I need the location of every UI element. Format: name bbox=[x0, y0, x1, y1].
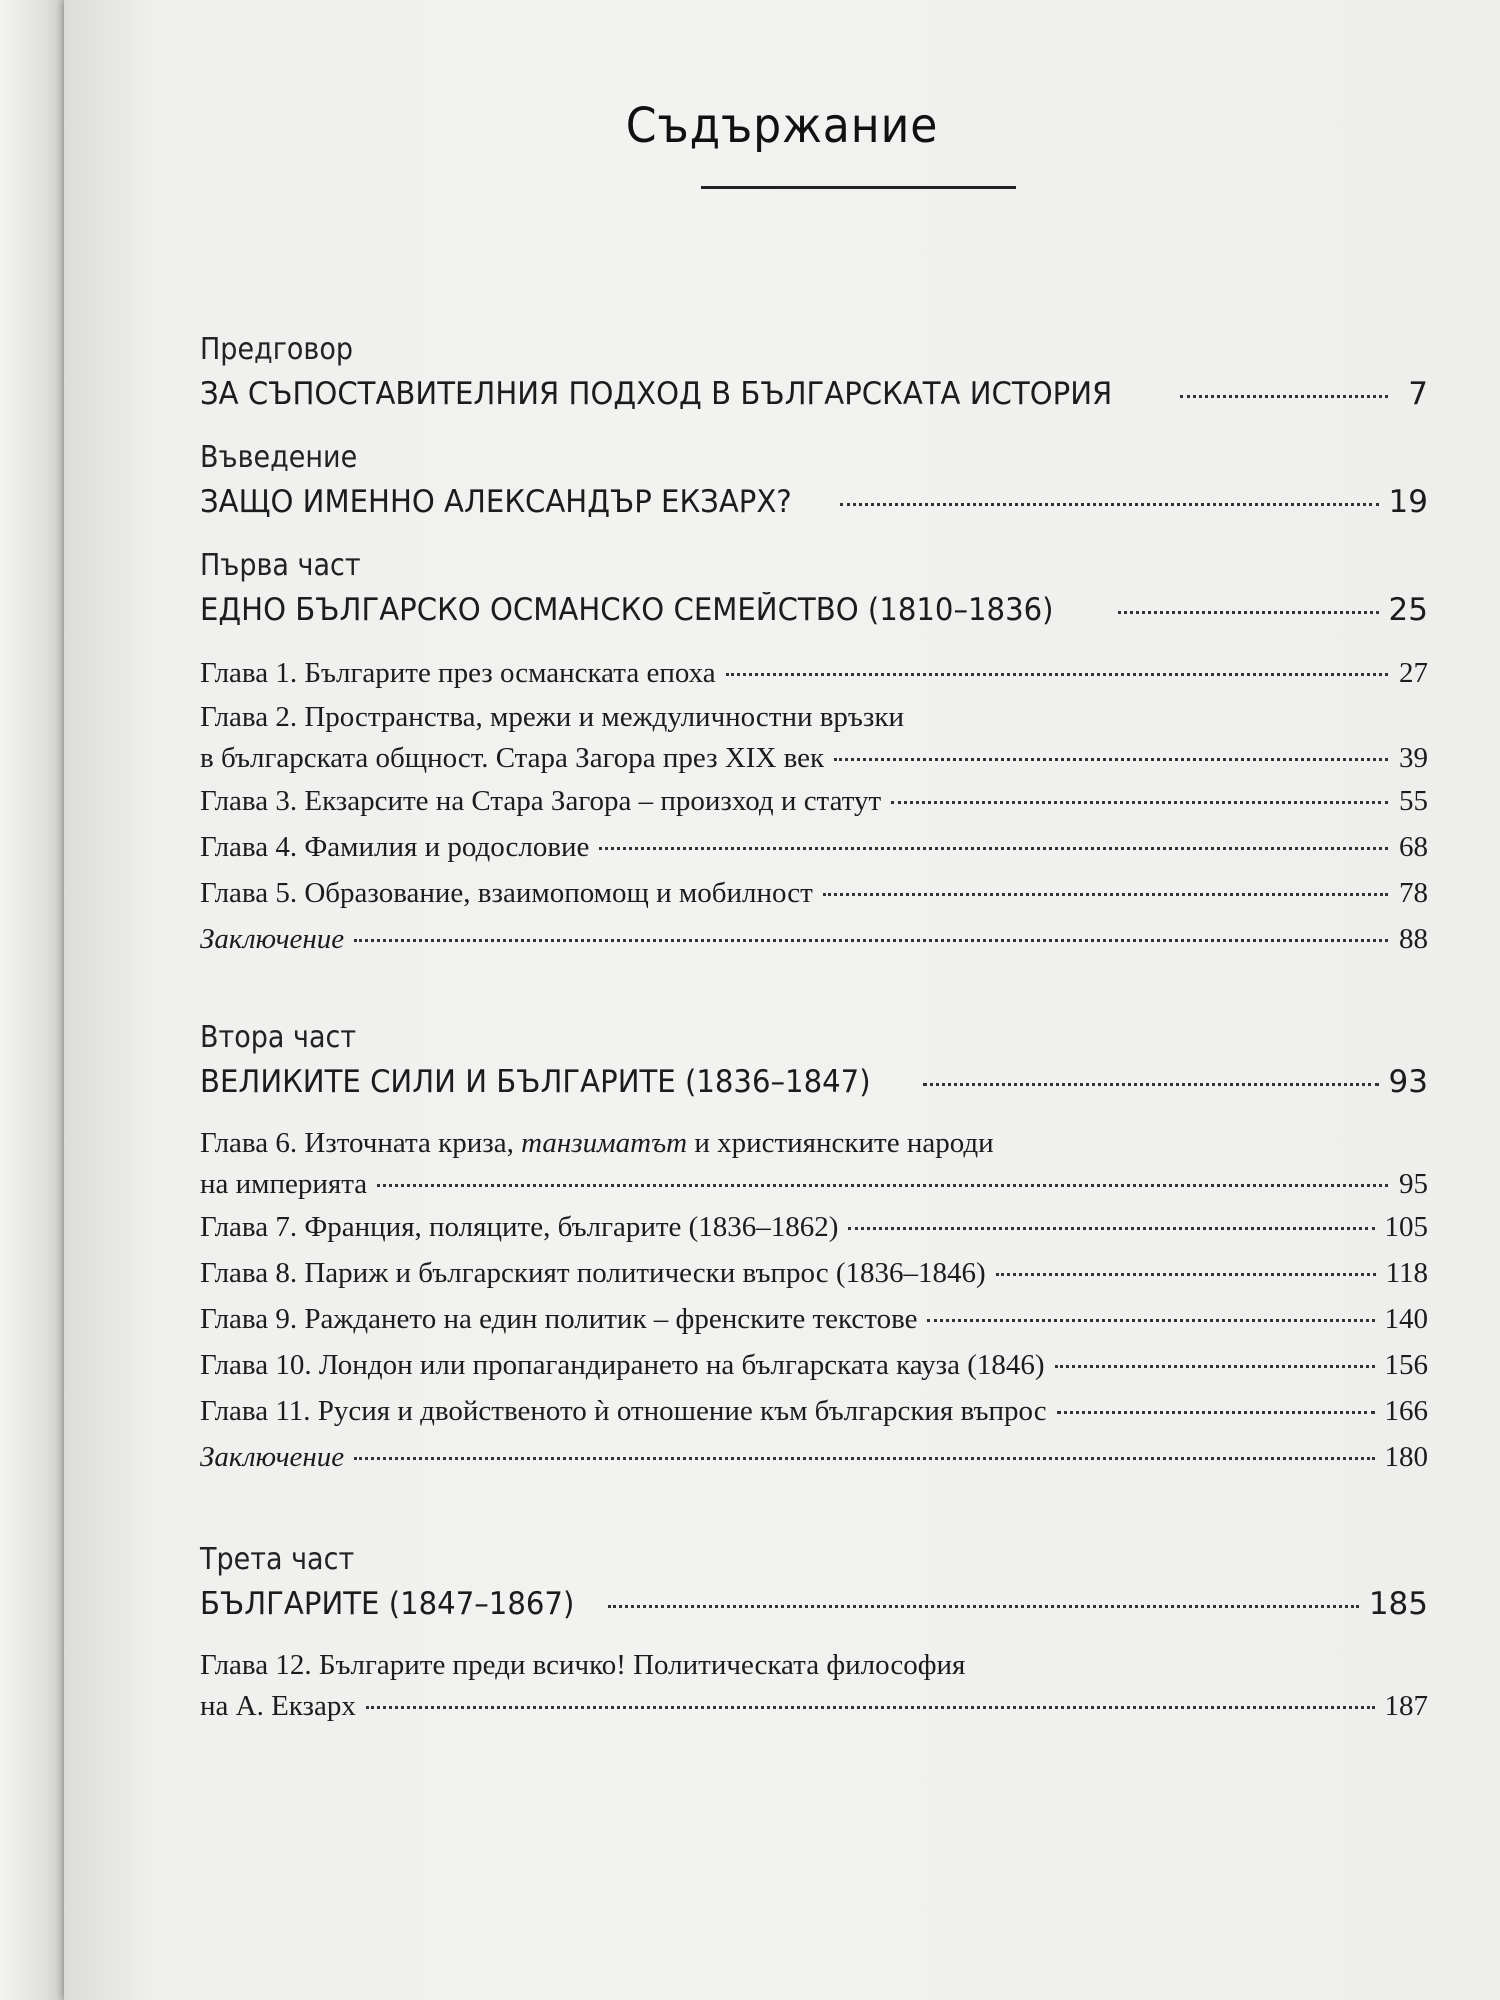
entry-title: БЪЛГАРИТЕ (1847–1867) bbox=[200, 1586, 575, 1622]
dot-leader bbox=[996, 1273, 1376, 1276]
entry-title: ЕДНО БЪЛГАРСКО ОСМАНСКО СЕМЕЙСТВО (1810–1836) bbox=[200, 592, 1054, 628]
entry-title: Глава 9. Раждането на един политик – френските текстове bbox=[200, 1303, 918, 1335]
toc-entry[interactable] bbox=[200, 1204, 1428, 1250]
entry-title-line: в българската общност. Стара Загора през XIX век bbox=[200, 742, 825, 774]
page-number: 7 bbox=[1408, 376, 1428, 412]
section-label: Въведение bbox=[200, 440, 358, 475]
title-underline bbox=[701, 186, 1016, 189]
book-spine bbox=[0, 0, 64, 2000]
page-number: 166 bbox=[1384, 1395, 1428, 1427]
toc-entry-multiline[interactable] bbox=[200, 1644, 1428, 1726]
dot-leader bbox=[1055, 1365, 1375, 1368]
page-number: 187 bbox=[1384, 1690, 1428, 1722]
dot-leader bbox=[834, 758, 1388, 761]
dot-leader bbox=[840, 503, 1379, 506]
toc-entry[interactable] bbox=[200, 870, 1428, 916]
toc-entry[interactable] bbox=[200, 916, 1428, 962]
page-number: 78 bbox=[1399, 877, 1428, 909]
section-label: Втора част bbox=[200, 1020, 357, 1055]
entry-title: Глава 7. Франция, поляците, българите (1836–1862) bbox=[200, 1211, 839, 1243]
toc-entry[interactable] bbox=[200, 586, 1428, 634]
toc-entry-multiline[interactable] bbox=[200, 696, 1428, 778]
page-number: 93 bbox=[1388, 1064, 1428, 1100]
toc-entry[interactable] bbox=[200, 1342, 1428, 1388]
toc-entry[interactable] bbox=[200, 1388, 1428, 1434]
dot-leader bbox=[1057, 1411, 1375, 1414]
entry-title-line: Глава 2. Пространства, мрежи и междуличностни връзки bbox=[200, 701, 904, 733]
dot-leader bbox=[354, 1457, 1374, 1460]
dot-leader bbox=[366, 1706, 1375, 1709]
section-label: Трета част bbox=[200, 1542, 355, 1577]
toc-entry[interactable] bbox=[200, 1296, 1428, 1342]
dot-leader bbox=[923, 1083, 1378, 1086]
toc-entry[interactable] bbox=[200, 1434, 1428, 1480]
dot-leader bbox=[927, 1319, 1374, 1322]
toc-entry[interactable] bbox=[200, 478, 1428, 526]
page-number: 118 bbox=[1385, 1257, 1428, 1289]
page-number: 68 bbox=[1399, 831, 1428, 863]
entry-title: ЗАЩО ИМЕННО АЛЕКСАНДЪР ЕКЗАРХ? bbox=[200, 484, 792, 520]
entry-title: Глава 11. Русия и двойственото ѝ отношение към българския въпрос bbox=[200, 1395, 1047, 1427]
entry-title: Глава 4. Фамилия и родословие bbox=[200, 831, 590, 863]
page-title: Съдържание bbox=[625, 98, 939, 154]
toc-entry[interactable] bbox=[200, 650, 1428, 696]
page-number: 39 bbox=[1399, 742, 1428, 774]
page-number: 105 bbox=[1384, 1211, 1428, 1243]
entry-title: Глава 5. Образование, взаимопомощ и мобилност bbox=[200, 877, 813, 909]
entry-title: Глава 10. Лондон или пропагандирането на българската кауза (1846) bbox=[200, 1349, 1045, 1381]
page-number: 140 bbox=[1384, 1303, 1428, 1335]
dot-leader bbox=[354, 939, 1388, 942]
page-number: 95 bbox=[1399, 1168, 1428, 1200]
dot-leader bbox=[1180, 395, 1388, 398]
entry-title: ВЕЛИКИТЕ СИЛИ И БЪЛГАРИТЕ (1836–1847) bbox=[200, 1064, 871, 1100]
entry-title-line: Глава 6. Източната криза, танзиматът и християнските народи bbox=[200, 1127, 994, 1159]
entry-title: Глава 3. Екзарсите на Стара Загора – произход и статут bbox=[200, 785, 882, 817]
page-number: 88 bbox=[1399, 923, 1428, 955]
dot-leader bbox=[823, 893, 1388, 896]
book-page bbox=[64, 0, 1500, 2000]
toc-entry[interactable] bbox=[200, 824, 1428, 870]
section-label: Предговор bbox=[200, 332, 353, 367]
table-of-contents bbox=[200, 330, 1428, 1746]
toc-preface bbox=[200, 330, 1428, 418]
dot-leader bbox=[891, 801, 1388, 804]
page-number: 156 bbox=[1384, 1349, 1428, 1381]
toc-entry[interactable] bbox=[200, 370, 1428, 418]
entry-title: Глава 1. Българите през османската епоха bbox=[200, 657, 716, 689]
toc-part-3 bbox=[200, 1540, 1428, 1726]
entry-title-line: на империята bbox=[200, 1168, 368, 1200]
toc-intro bbox=[200, 438, 1428, 526]
toc-part-1 bbox=[200, 546, 1428, 962]
entry-title: Глава 8. Париж и българският политически въпрос (1836–1846) bbox=[200, 1257, 986, 1289]
entry-title: Заключение bbox=[200, 923, 345, 955]
dot-leader bbox=[1118, 611, 1379, 614]
dot-leader bbox=[608, 1605, 1359, 1608]
toc-part-2 bbox=[200, 1018, 1428, 1480]
dot-leader bbox=[599, 847, 1388, 850]
page-number: 55 bbox=[1399, 785, 1428, 817]
dot-leader bbox=[726, 673, 1388, 676]
page-number: 185 bbox=[1368, 1586, 1428, 1622]
entry-title: ЗА СЪПОСТАВИТЕЛНИЯ ПОДХОД В БЪЛГАРСКАТА ИСТОРИЯ bbox=[200, 376, 1113, 412]
section-label: Първа част bbox=[200, 548, 361, 583]
page-number: 25 bbox=[1388, 592, 1428, 628]
dot-leader bbox=[377, 1184, 1388, 1187]
toc-entry[interactable] bbox=[200, 1250, 1428, 1296]
dot-leader bbox=[848, 1227, 1374, 1230]
page-number: 180 bbox=[1384, 1441, 1428, 1473]
entry-title-line: Глава 12. Българите преди всичко! Политическата философия bbox=[200, 1649, 966, 1681]
toc-entry[interactable] bbox=[200, 1580, 1428, 1628]
entry-title-line: на А. Екзарх bbox=[200, 1690, 356, 1722]
toc-entry-multiline[interactable] bbox=[200, 1122, 1428, 1204]
toc-entry[interactable] bbox=[200, 1058, 1428, 1106]
toc-entry[interactable] bbox=[200, 778, 1428, 824]
entry-title: Заключение bbox=[200, 1441, 345, 1473]
page-number: 27 bbox=[1399, 657, 1428, 689]
page-number: 19 bbox=[1388, 484, 1428, 520]
